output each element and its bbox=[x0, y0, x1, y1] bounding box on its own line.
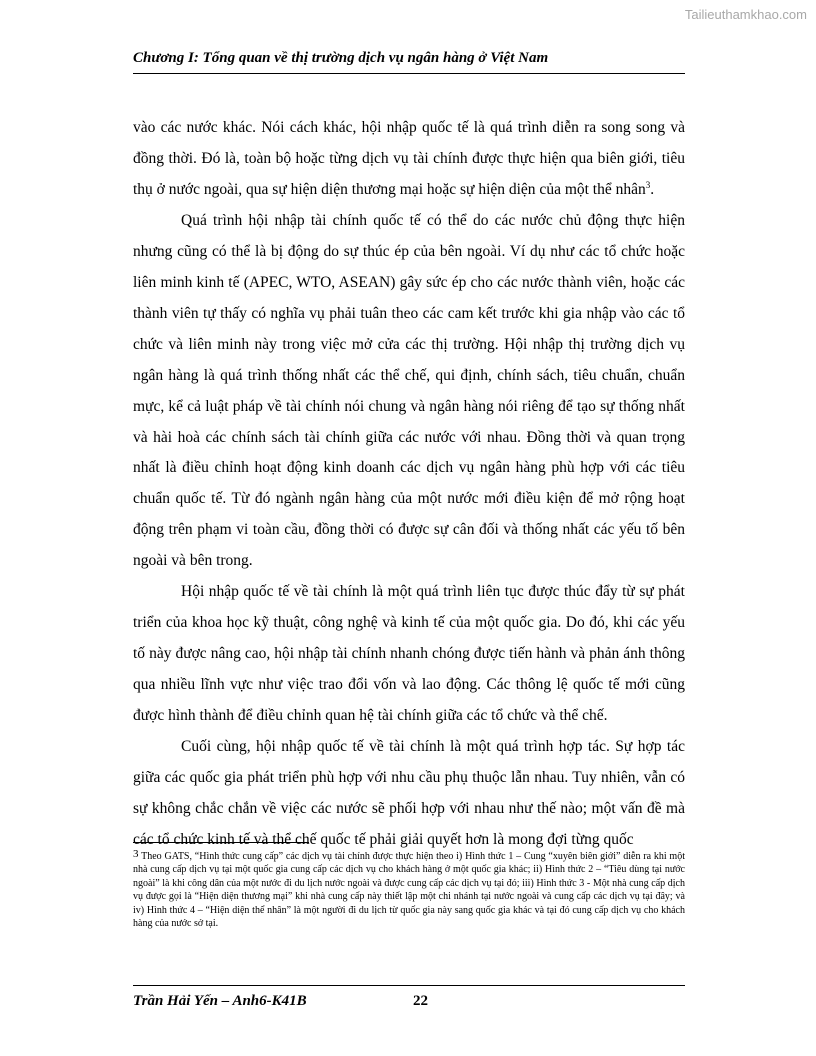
paragraph-2: Quá trình hội nhập tài chính quốc tế có thể do các nước chủ động thực hiện nhưng cũng có thể là bị động do sự thúc ép của bên ngoài. Ví dụ như các tổ chức hoặc liên minh kinh tế (APEC, WTO, ASEAN) gây sức ép cho các nước thành viên, hoặc các thành viên tự thấy có nghĩa vụ phải tuân theo các cam kết trước khi gia nhập vào các tổ chức và liên minh này trong việc mở cửa các thị trường. Hội nhập thị trường dịch vụ ngân hàng là quá trình thống nhất các thể chế, qui định, chính sách, tiêu chuẩn, chuẩn mực, kể cả luật pháp về tài chính nói chung và ngân hàng nói riêng để tạo sự thống nhất và hài hoà các chính sách tài chính giữa các nước với nhau. Đồng thời và quan trọng nhất là điều chỉnh hoạt động kinh doanh các dịch vụ ngân hàng phù hợp với các tiêu chuẩn quốc tế. Từ đó ngành ngân hàng của một nước mới điều kiện để mở rộng hoạt động trên phạm vi toàn cầu, đồng thời có được sự cân đối và thống nhất các yếu tố bên ngoài và bên trong. bbox=[133, 211, 685, 570]
footnote-reference[interactable]: 3 bbox=[645, 179, 651, 190]
paragraph-4: Cuối cùng, hội nhập quốc tế về tài chính là một quá trình hợp tác. Sự hợp tác giữa các quốc gia phát triển phù hợp với nhu cầu phụ thuộc lẫn nhau. Tuy nhiên, vẫn có sự không chắc chắn về việc các nước sẽ phối hợp với nhau như thế nào; một vấn đề mà các tổ chức kinh tế và thể chế quốc tế phải giải quyết hơn là mong đợi từng quốc bbox=[133, 738, 685, 848]
chapter-header: Chương I: Tổng quan về thị trường dịch vụ ngân hàng ở Việt Nam bbox=[133, 50, 549, 66]
watermark-text: Tailieuthamkhao.com bbox=[684, 7, 807, 22]
footnote bbox=[133, 848, 685, 930]
footnote-text: Theo GATS, “Hình thức cung cấp” các dịch vụ tài chính được thực hiện theo i) Hình thức 1 – Cung “xuyên biên giới” diễn ra khi một nhà cung cấp dịch vụ tại một quốc gia cung cấp các dịch vụ cho khách hàng ở một quốc gia khác; ii) Hình thức 2 – “Tiêu dùng tại nước ngoài” là khi công dân của một nước đi du lịch nước ngoài và được cung cấp các dịch vụ tại đó; iii) Hình thức 3 - Một nhà cung cấp dịch vụ được gọi là “Hiện diện thương mại” khi nhà cung cấp này thiết lập một chi nhánh tại nước ngoài và cung cấp các dịch vụ tại đây; và iv) Hình thức 4 – “Hiện diện thể nhân” là một người đi du lịch từ quốc gia này sang quốc gia khác và tại đó cung cấp dịch vụ cho khách hàng của nước sở tại. bbox=[133, 851, 685, 930]
header-divider bbox=[133, 73, 685, 74]
footer-divider bbox=[133, 985, 685, 986]
paragraph-1-end: . bbox=[650, 180, 655, 198]
footnote-divider bbox=[133, 842, 309, 843]
footnote-number: 3 bbox=[133, 848, 139, 860]
page-number: 22 bbox=[413, 993, 428, 1009]
main-body bbox=[133, 113, 685, 856]
paragraph-3: Hội nhập quốc tế về tài chính là một quá trình liên tục được thúc đẩy từ sự phát triển của khoa học kỹ thuật, công nghệ và kinh tế của một quốc gia. Do đó, khi các yếu tố này được nâng cao, hội nhập tài chính nhanh chóng được tiến hành và phản ánh thông qua nhiều lĩnh vực như việc trao đổi vốn và lao động. Các thông lệ quốc tế mới cũng được hình thành để điều chỉnh quan hệ tài chính giữa các tổ chức và thể chế. bbox=[133, 583, 685, 725]
paragraph-1-text: vào các nước khác. Nói cách khác, hội nhập quốc tế là quá trình diễn ra song song và đồng thời. Đó là, toàn bộ hoặc từng dịch vụ tài chính được thực hiện qua biên giới, tiêu thụ ở nước ngoài, qua sự hiện diện thương mại hoặc sự hiện diện của một thể nhân bbox=[133, 119, 685, 198]
footer-author: Trần Hải Yến – Anh6-K41B bbox=[133, 993, 307, 1009]
paragraph-1 bbox=[133, 113, 685, 206]
